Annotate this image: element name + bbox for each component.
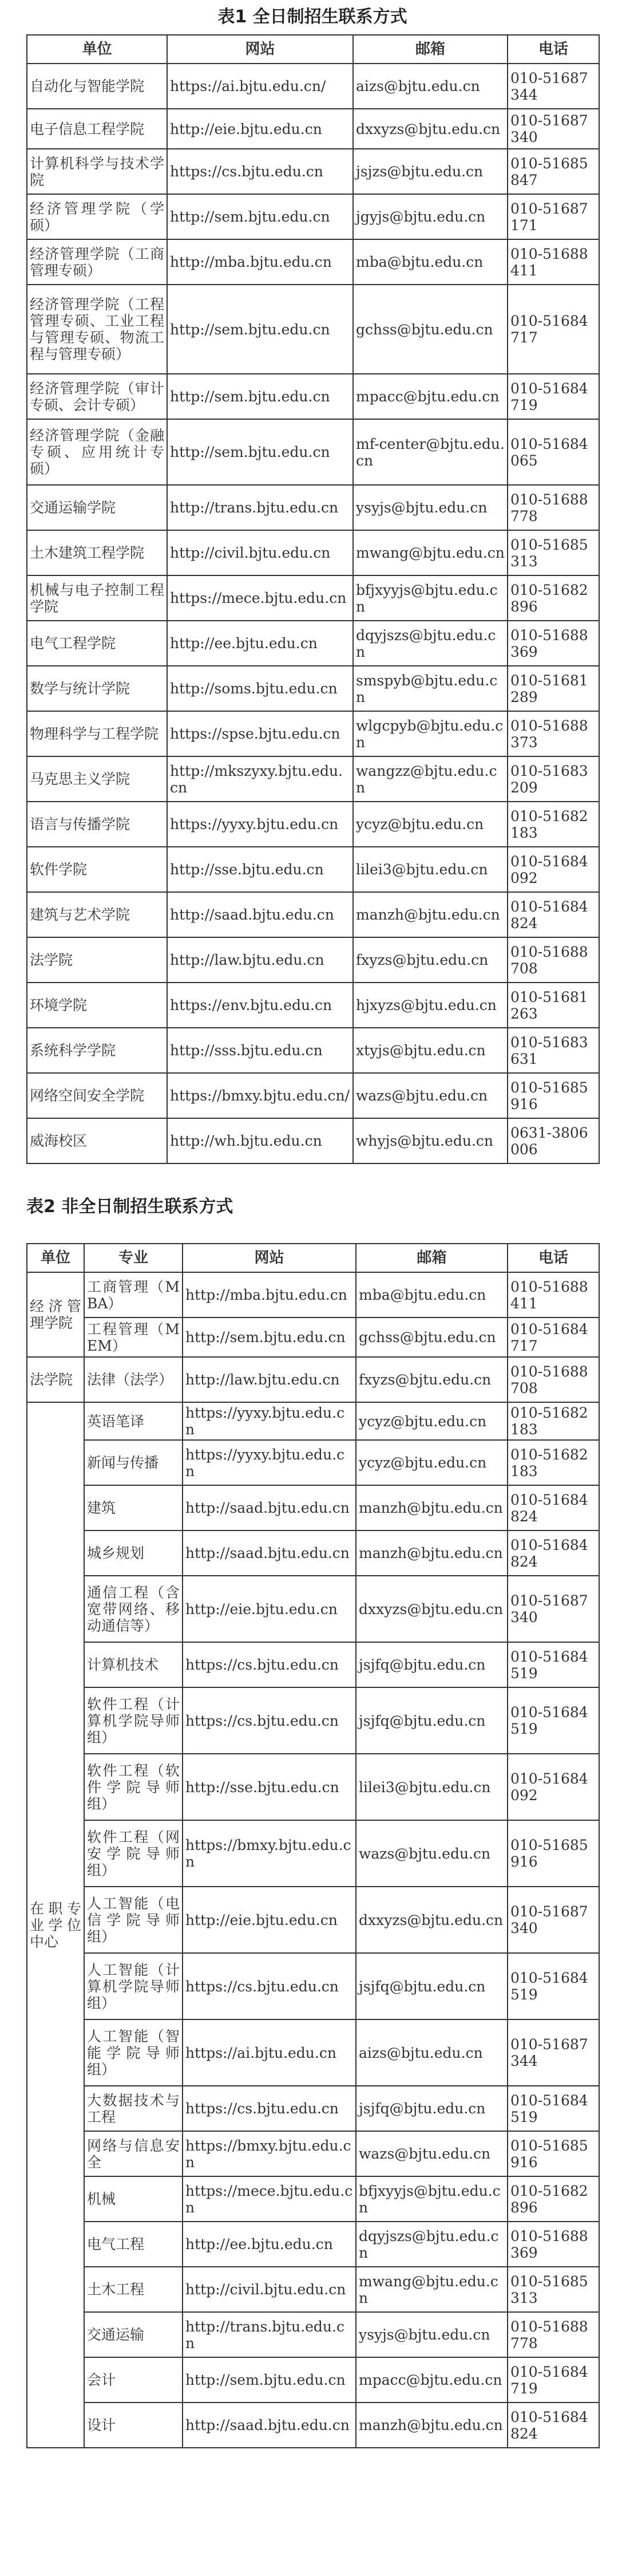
table2-header-row [27, 1244, 599, 1272]
table1-row [27, 892, 599, 937]
phone-cell: 010-51685916 [508, 2131, 599, 2176]
table1-row [27, 485, 599, 530]
phone-cell: 010-51687344 [508, 2019, 599, 2086]
phone-cell: 010-51685916 [508, 1073, 599, 1118]
email-link[interactable]: mba@bjtu.edu.cn [353, 239, 508, 285]
email-link[interactable]: ysyjs@bjtu.edu.cn [353, 485, 508, 530]
table2-row [27, 1402, 599, 1440]
website-link[interactable]: http://saad.bjtu.edu.cn [167, 892, 353, 937]
phone-cell: 010-51682183 [508, 1440, 599, 1485]
email-link[interactable]: smspyb@bjtu.edu.cn [353, 666, 508, 711]
email-link[interactable]: gchss@bjtu.edu.cn [356, 1317, 508, 1357]
table2-row [27, 2176, 599, 2222]
table1-fulltime-contacts [26, 34, 600, 1164]
phone-cell: 010-51684065 [508, 419, 599, 485]
major-cell: 交通运输 [84, 2312, 183, 2357]
email-link[interactable]: jgyjs@bjtu.edu.cn [353, 194, 508, 239]
phone-cell: 010-51682183 [508, 802, 599, 847]
email-link[interactable]: dxxyzs@bjtu.edu.cn [353, 109, 508, 149]
unit-cell: 经济管理学院（学硕） [27, 194, 167, 239]
email-link[interactable]: mwang@bjtu.edu.cn [353, 530, 508, 575]
phone-cell: 010-51687344 [508, 64, 599, 109]
website-link[interactable]: https://ai.bjtu.edu.cn [183, 2019, 356, 2086]
website-link[interactable]: http://sem.bjtu.edu.cn [167, 285, 353, 374]
email-link[interactable]: jsjzs@bjtu.edu.cn [353, 149, 508, 194]
email-link[interactable]: aizs@bjtu.edu.cn [353, 64, 508, 109]
unit-cell: 经济管理学院（工程管理专硕、工业工程与管理专硕、物流工程与管理专硕） [27, 285, 167, 374]
website-link[interactable]: https://bmxy.bjtu.edu.cn [183, 1820, 356, 1887]
phone-cell: 010-51684092 [508, 1754, 599, 1820]
phone-cell: 010-51684717 [508, 1317, 599, 1357]
table2-row [27, 2131, 599, 2176]
phone-cell: 0631-3806006 [508, 1118, 599, 1163]
unit-cell: 电子信息工程学院 [27, 109, 167, 149]
table1-row [27, 1118, 599, 1163]
website-link[interactable]: https://yyxy.bjtu.edu.cn [183, 1440, 356, 1485]
email-link[interactable]: bfjxyyjs@bjtu.edu.cn [356, 2176, 508, 2222]
table1-row [27, 239, 599, 285]
table2-row [27, 1317, 599, 1357]
document-sheet [26, 0, 599, 2448]
email-link[interactable]: ycyz@bjtu.edu.cn [356, 1440, 508, 1485]
table1-row [27, 194, 599, 239]
table1-row [27, 983, 599, 1028]
email-link[interactable]: mwang@bjtu.edu.cn [356, 2267, 508, 2312]
table1-header-cell: 邮箱 [353, 35, 508, 64]
phone-cell: 010-51684824 [508, 1485, 599, 1530]
email-link[interactable]: wangzz@bjtu.edu.cn [353, 756, 508, 802]
table1-row [27, 285, 599, 374]
phone-cell: 010-51684719 [508, 2357, 599, 2403]
website-link[interactable]: http://sss.bjtu.edu.cn [167, 1028, 353, 1073]
website-link[interactable]: http://sse.bjtu.edu.cn [167, 847, 353, 892]
email-link[interactable]: mba@bjtu.edu.cn [356, 1272, 508, 1317]
website-link[interactable]: https://yyxy.bjtu.edu.cn [167, 802, 353, 847]
phone-cell: 010-51681289 [508, 666, 599, 711]
website-link[interactable]: https://mece.bjtu.edu.cn [183, 2176, 356, 2222]
unit-cell: 系统科学学院 [27, 1028, 167, 1073]
table1-row [27, 937, 599, 983]
phone-cell: 010-51688411 [508, 1272, 599, 1317]
phone-cell: 010-51684519 [508, 1687, 599, 1754]
email-link[interactable]: lilei3@bjtu.edu.cn [356, 1754, 508, 1820]
phone-cell: 010-51687340 [508, 109, 599, 149]
table1-row [27, 847, 599, 892]
table2-row [27, 1754, 599, 1820]
major-cell: 软件工程（软件学院导师组） [84, 1754, 183, 1820]
website-link[interactable]: https://cs.bjtu.edu.cn [167, 149, 353, 194]
website-link[interactable]: http://sem.bjtu.edu.cn [167, 374, 353, 419]
email-link[interactable]: jsjfq@bjtu.edu.cn [356, 2086, 508, 2131]
table2-row [27, 2267, 599, 2312]
major-cell: 工程管理（MEM） [84, 1317, 183, 1357]
website-link[interactable]: http://ee.bjtu.edu.cn [167, 621, 353, 666]
email-link[interactable]: aizs@bjtu.edu.cn [356, 2019, 508, 2086]
website-link[interactable]: http://law.bjtu.edu.cn [183, 1357, 356, 1402]
unit-cell: 建筑与艺术学院 [27, 892, 167, 937]
table2-row [27, 2357, 599, 2403]
email-link[interactable]: dxxyzs@bjtu.edu.cn [356, 1576, 508, 1642]
website-link[interactable]: https://mece.bjtu.edu.cn [167, 575, 353, 621]
website-link[interactable]: https://bmxy.bjtu.edu.cn [183, 2131, 356, 2176]
phone-cell: 010-51684824 [508, 2403, 599, 2448]
major-cell: 英语笔译 [84, 1402, 183, 1440]
table2-row [27, 1820, 599, 1887]
unit-cell: 马克思主义学院 [27, 756, 167, 802]
phone-cell: 010-51684519 [508, 2086, 599, 2131]
phone-cell: 010-51688369 [508, 621, 599, 666]
table2-row [27, 2222, 599, 2267]
table1-row [27, 666, 599, 711]
phone-cell: 010-51684824 [508, 1530, 599, 1576]
website-link[interactable]: http://saad.bjtu.edu.cn [183, 2403, 356, 2448]
major-cell: 工商管理（MBA） [84, 1272, 183, 1317]
table1-row [27, 419, 599, 485]
website-link[interactable]: https://env.bjtu.edu.cn [167, 983, 353, 1028]
website-link[interactable]: https://bmxy.bjtu.edu.cn/ [167, 1073, 353, 1118]
table2-row [27, 2019, 599, 2086]
table1-row [27, 711, 599, 756]
major-cell: 会计 [84, 2357, 183, 2403]
phone-cell: 010-51685313 [508, 530, 599, 575]
table1-row [27, 64, 599, 109]
phone-cell: 010-51688373 [508, 711, 599, 756]
website-link[interactable]: https://spse.bjtu.edu.cn [167, 711, 353, 756]
phone-cell: 010-51684824 [508, 892, 599, 937]
email-link[interactable]: wazs@bjtu.edu.cn [356, 1820, 508, 1887]
email-link[interactable]: jsjfq@bjtu.edu.cn [356, 1642, 508, 1687]
unit-cell: 语言与传播学院 [27, 802, 167, 847]
website-link[interactable]: http://ee.bjtu.edu.cn [183, 2222, 356, 2267]
phone-cell: 010-51681263 [508, 983, 599, 1028]
unit-cell: 经济管理学院（工商管理专硕） [27, 239, 167, 285]
table1-row [27, 1073, 599, 1118]
website-link[interactable]: https://cs.bjtu.edu.cn [183, 1687, 356, 1754]
email-link[interactable]: fxyzs@bjtu.edu.cn [353, 937, 508, 983]
table2-row [27, 1576, 599, 1642]
website-link[interactable]: http://sem.bjtu.edu.cn [183, 1317, 356, 1357]
email-link[interactable]: manzh@bjtu.edu.cn [356, 2403, 508, 2448]
website-link[interactable]: http://trans.bjtu.edu.cn [183, 2312, 356, 2357]
phone-cell: 010-51688411 [508, 239, 599, 285]
email-link[interactable]: manzh@bjtu.edu.cn [353, 892, 508, 937]
website-link[interactable]: http://sem.bjtu.edu.cn [167, 194, 353, 239]
table2-header-cell: 邮箱 [356, 1244, 508, 1272]
major-cell: 建筑 [84, 1485, 183, 1530]
phone-cell: 010-51682896 [508, 575, 599, 621]
major-cell: 软件工程（网安学院导师组） [84, 1820, 183, 1887]
unit-cell: 软件学院 [27, 847, 167, 892]
phone-cell: 010-51687340 [508, 1887, 599, 1953]
email-link[interactable]: wazs@bjtu.edu.cn [353, 1073, 508, 1118]
phone-cell: 010-51688778 [508, 485, 599, 530]
phone-cell: 010-51688369 [508, 2222, 599, 2267]
table1-row [27, 374, 599, 419]
website-link[interactable]: http://sse.bjtu.edu.cn [183, 1754, 356, 1820]
major-cell: 大数据技术与工程 [84, 2086, 183, 2131]
unit-cell: 网络空间安全学院 [27, 1073, 167, 1118]
email-link[interactable]: manzh@bjtu.edu.cn [356, 1485, 508, 1530]
email-link[interactable]: jsjfq@bjtu.edu.cn [356, 1953, 508, 2019]
unit-cell: 法学院 [27, 937, 167, 983]
website-link[interactable]: http://saad.bjtu.edu.cn [183, 1485, 356, 1530]
table2-caption: 表2 非全日制招生联系方式 [26, 1197, 233, 1217]
website-link[interactable]: http://trans.bjtu.edu.cn [167, 485, 353, 530]
phone-cell: 010-51682183 [508, 1402, 599, 1440]
email-link[interactable]: ycyz@bjtu.edu.cn [356, 1402, 508, 1440]
email-link[interactable]: ysyjs@bjtu.edu.cn [356, 2312, 508, 2357]
table1-row [27, 756, 599, 802]
unit-cell: 法学院 [27, 1357, 84, 1402]
unit-cell: 计算机科学与技术学院 [27, 149, 167, 194]
phone-cell: 010-51683209 [508, 756, 599, 802]
phone-cell: 010-51684092 [508, 847, 599, 892]
table2-row [27, 1530, 599, 1576]
website-link[interactable]: http://eie.bjtu.edu.cn [167, 109, 353, 149]
unit-cell: 交通运输学院 [27, 485, 167, 530]
email-link[interactable]: gchss@bjtu.edu.cn [353, 285, 508, 374]
table2-row [27, 1953, 599, 2019]
phone-cell: 010-51685313 [508, 2267, 599, 2312]
table2-row [27, 1357, 599, 1402]
email-link[interactable]: ycyz@bjtu.edu.cn [353, 802, 508, 847]
table2-row [27, 1485, 599, 1530]
unit-cell: 机械与电子控制工程学院 [27, 575, 167, 621]
website-link[interactable]: https://cs.bjtu.edu.cn [183, 2086, 356, 2131]
website-link[interactable]: https://cs.bjtu.edu.cn [183, 1953, 356, 2019]
website-link[interactable]: http://saad.bjtu.edu.cn [183, 1530, 356, 1576]
unit-cell: 环境学院 [27, 983, 167, 1028]
website-link[interactable]: https://ai.bjtu.edu.cn/ [167, 64, 353, 109]
major-cell: 人工智能（电信学院导师组） [84, 1887, 183, 1953]
major-cell: 机械 [84, 2176, 183, 2222]
table1-row [27, 109, 599, 149]
table2-header-cell: 电话 [508, 1244, 599, 1272]
table1-header-cell: 网站 [167, 35, 353, 64]
table1-row [27, 621, 599, 666]
email-link[interactable]: mpacc@bjtu.edu.cn [353, 374, 508, 419]
major-cell: 人工智能（智能学院导师组） [84, 2019, 183, 2086]
table2-row [27, 2403, 599, 2448]
unit-cell: 经济管理学院（审计专硕、会计专硕） [27, 374, 167, 419]
table2-header-cell: 单位 [27, 1244, 84, 1272]
table1-row [27, 149, 599, 194]
email-link[interactable]: jsjfq@bjtu.edu.cn [356, 1687, 508, 1754]
table2-row [27, 1887, 599, 1953]
email-link[interactable]: xtyjs@bjtu.edu.cn [353, 1028, 508, 1073]
phone-cell: 010-51685916 [508, 1820, 599, 1887]
unit-cell: 威海校区 [27, 1118, 167, 1163]
table1-header-row [27, 35, 599, 64]
website-link[interactable]: https://cs.bjtu.edu.cn [183, 1642, 356, 1687]
table1-row [27, 530, 599, 575]
website-link[interactable]: http://law.bjtu.edu.cn [167, 937, 353, 983]
phone-cell: 010-51684519 [508, 1953, 599, 2019]
email-link[interactable]: mf-center@bjtu.edu.cn [353, 419, 508, 485]
phone-cell: 010-51684719 [508, 374, 599, 419]
phone-cell: 010-51688778 [508, 2312, 599, 2357]
website-link[interactable]: http://mba.bjtu.edu.cn [167, 239, 353, 285]
phone-cell: 010-51688708 [508, 1357, 599, 1402]
email-link[interactable]: lilei3@bjtu.edu.cn [353, 847, 508, 892]
website-link[interactable]: http://eie.bjtu.edu.cn [183, 1576, 356, 1642]
website-link[interactable]: https://yyxy.bjtu.edu.cn [183, 1402, 356, 1440]
unit-cell: 数学与统计学院 [27, 666, 167, 711]
email-link[interactable]: hjxyzs@bjtu.edu.cn [353, 983, 508, 1028]
table2-row [27, 2312, 599, 2357]
unit-cell: 物理科学与工程学院 [27, 711, 167, 756]
phone-cell: 010-51687340 [508, 1576, 599, 1642]
website-link[interactable]: http://mba.bjtu.edu.cn [183, 1272, 356, 1317]
website-link[interactable]: http://sem.bjtu.edu.cn [183, 2357, 356, 2403]
unit-cell: 经济管理学院（金融专硕、应用统计专硕） [27, 419, 167, 485]
phone-cell: 010-51684519 [508, 1642, 599, 1687]
table2-header-cell: 专业 [84, 1244, 183, 1272]
unit-cell: 经济管理学院 [27, 1272, 84, 1357]
phone-cell: 010-51682896 [508, 2176, 599, 2222]
website-link[interactable]: http://sem.bjtu.edu.cn [167, 419, 353, 485]
email-link[interactable]: whyjs@bjtu.edu.cn [353, 1118, 508, 1163]
table1-header-cell: 电话 [508, 35, 599, 64]
major-cell: 通信工程（含宽带网络、移动通信等） [84, 1576, 183, 1642]
table1-header-cell: 单位 [27, 35, 167, 64]
table1-row [27, 1028, 599, 1073]
website-link[interactable]: http://civil.bjtu.edu.cn [183, 2267, 356, 2312]
table2-row [27, 1272, 599, 1317]
major-cell: 土木工程 [84, 2267, 183, 2312]
major-cell: 法律（法学） [84, 1357, 183, 1402]
website-link[interactable]: http://eie.bjtu.edu.cn [183, 1887, 356, 1953]
website-link[interactable]: http://wh.bjtu.edu.cn [167, 1118, 353, 1163]
table2-row [27, 1440, 599, 1485]
unit-cell: 电气工程学院 [27, 621, 167, 666]
phone-cell: 010-51687171 [508, 194, 599, 239]
website-link[interactable]: http://civil.bjtu.edu.cn [167, 530, 353, 575]
website-link[interactable]: http://soms.bjtu.edu.cn [167, 666, 353, 711]
table2-row [27, 1687, 599, 1754]
table1-caption: 表1 全日制招生联系方式 [217, 7, 407, 27]
phone-cell: 010-51683631 [508, 1028, 599, 1073]
major-cell: 人工智能（计算机学院导师组） [84, 1953, 183, 2019]
table2-row [27, 1642, 599, 1687]
unit-cell: 土木建筑工程学院 [27, 530, 167, 575]
website-link[interactable]: http://mkszyxy.bjtu.edu.cn [167, 756, 353, 802]
email-link[interactable]: mpacc@bjtu.edu.cn [356, 2357, 508, 2403]
email-link[interactable]: bfjxyyjs@bjtu.edu.cn [353, 575, 508, 621]
email-link[interactable]: dqyjszs@bjtu.edu.cn [353, 621, 508, 666]
email-link[interactable]: wazs@bjtu.edu.cn [356, 2131, 508, 2176]
major-cell: 软件工程（计算机学院导师组） [84, 1687, 183, 1754]
phone-cell: 010-51684717 [508, 285, 599, 374]
phone-cell: 010-51685847 [508, 149, 599, 194]
unit-cell: 自动化与智能学院 [27, 64, 167, 109]
email-link[interactable]: dqyjszs@bjtu.edu.cn [356, 2222, 508, 2267]
major-cell: 电气工程 [84, 2222, 183, 2267]
major-cell: 网络与信息安全 [84, 2131, 183, 2176]
phone-cell: 010-51688708 [508, 937, 599, 983]
email-link[interactable]: dxxyzs@bjtu.edu.cn [356, 1887, 508, 1953]
table1-row [27, 575, 599, 621]
email-link[interactable]: wlgcpyb@bjtu.edu.cn [353, 711, 508, 756]
unit-cell: 在职专业学位中心 [27, 1402, 84, 2448]
table2-parttime-contacts [26, 1243, 600, 2448]
major-cell: 计算机技术 [84, 1642, 183, 1687]
table1-row [27, 802, 599, 847]
email-link[interactable]: manzh@bjtu.edu.cn [356, 1530, 508, 1576]
major-cell: 城乡规划 [84, 1530, 183, 1576]
email-link[interactable]: fxyzs@bjtu.edu.cn [356, 1357, 508, 1402]
table2-header-cell: 网站 [183, 1244, 356, 1272]
table2-row [27, 2086, 599, 2131]
major-cell: 新闻与传播 [84, 1440, 183, 1485]
major-cell: 设计 [84, 2403, 183, 2448]
